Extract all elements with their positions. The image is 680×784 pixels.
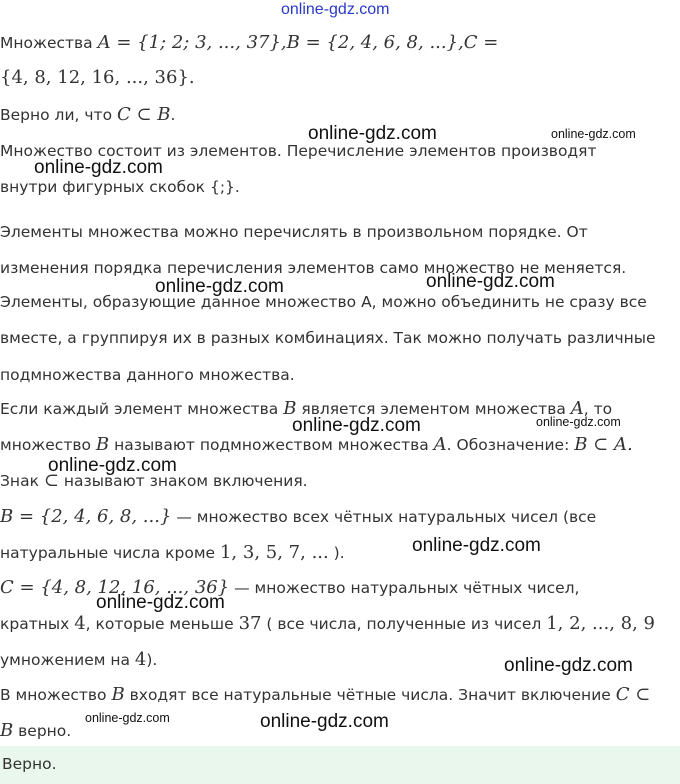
- theory-p2-line-2: изменения порядка перечисления элементов само множество не меняется.: [0, 259, 627, 277]
- solution-text: , которые меньше: [85, 615, 239, 633]
- theory-text: Если каждый элемент множества: [0, 400, 284, 418]
- theory-text: . Обозначение:: [446, 436, 575, 454]
- odd-numbers-math: 1, 3, 5, 7, ...: [219, 542, 329, 563]
- theory-text: Знак: [0, 472, 44, 490]
- watermark: online-gdz.com: [96, 592, 225, 613]
- theory-p3-line-3: подмножества данного множества.: [0, 366, 295, 384]
- solution-text: натуральные числа кроме: [0, 544, 220, 562]
- theory-text: множество: [0, 436, 96, 454]
- math-b: B: [0, 720, 14, 741]
- numbers-list-math: 1, 2, ..., 8, 9: [546, 613, 655, 634]
- question-line: [0, 105, 175, 125]
- number-thirty-seven: 37: [238, 613, 262, 634]
- question-end: .: [170, 106, 176, 124]
- watermark-top: online-gdz.com: [281, 1, 390, 18]
- watermark: online-gdz.com: [34, 157, 163, 178]
- theory-text: называют подмножеством множества: [109, 436, 434, 454]
- set-c-label: C =: [463, 32, 499, 53]
- number-four: 4: [134, 649, 147, 670]
- subset-notation: B ⊂ A.: [574, 434, 633, 455]
- solution-text: входят все натуральные чётные числа. Значит включение: [124, 686, 616, 704]
- question-text: Верно ли, что: [0, 106, 117, 124]
- math-a: A: [433, 434, 447, 455]
- math-b: B: [283, 398, 297, 419]
- solution-text: кратных: [0, 615, 75, 633]
- watermark: online-gdz.com: [308, 123, 437, 144]
- solution-line-4: [0, 614, 655, 634]
- question-math: C ⊂ B: [116, 104, 171, 125]
- solution-line-5: [0, 650, 157, 670]
- solution-text: В множество: [0, 686, 112, 704]
- math-a: A: [570, 398, 584, 419]
- answer-box: [0, 746, 680, 784]
- solution-text: умножением на: [0, 651, 135, 669]
- math-b: B: [95, 434, 110, 455]
- solution-text: — множество всех чётных натуральных чисел (все: [171, 508, 597, 526]
- theory-text: , то: [583, 400, 613, 418]
- watermark: online-gdz.com: [292, 415, 421, 436]
- watermark: online-gdz.com: [551, 127, 636, 141]
- theory-p3-line-1: Элементы, образующие данное множество А, можно объединить не сразу все: [0, 293, 647, 311]
- math-b: B: [111, 684, 125, 705]
- set-b-math: B = {2, 4, 6, 8, ...}: [0, 506, 172, 527]
- set-c-math: C = {4, 8, 12, 16, ..., 36}: [0, 577, 230, 598]
- solution-line-1: [0, 507, 596, 527]
- theory-text: называют знаком включения.: [58, 472, 308, 490]
- theory-p3-line-2: вместе, а группируя их в разных комбинациях. Так можно получать различные: [0, 329, 656, 347]
- watermark: online-gdz.com: [48, 455, 177, 476]
- theory-p1-line-1: Множество состоит из элементов. Перечисление элементов производят: [0, 142, 597, 160]
- watermark: online-gdz.com: [426, 271, 555, 292]
- theory-p1-line-2: внутри фигурных скобок {;}.: [0, 178, 240, 196]
- inclusion-math: C ⊂: [615, 684, 651, 705]
- solution-line-6: [0, 685, 650, 705]
- solution-line-2: [0, 543, 345, 563]
- theory-p2-line-1: Элементы множества можно перечислять в произвольном порядке. От: [0, 223, 588, 241]
- watermark: online-gdz.com: [85, 711, 170, 725]
- set-c-definition: {4, 8, 12, 16, ..., 36}.: [0, 67, 195, 88]
- subset-sign: ⊂: [43, 470, 59, 491]
- theory-text: является элементом множества: [296, 400, 571, 418]
- solution-text: ).: [328, 544, 345, 562]
- solution-text: ( все числа, полученные из чисел: [261, 615, 547, 633]
- solution-line-3: [0, 578, 579, 598]
- watermark: online-gdz.com: [260, 711, 389, 732]
- solution-line-7: [0, 721, 71, 741]
- watermark: online-gdz.com: [504, 655, 633, 676]
- watermark: online-gdz.com: [155, 276, 284, 297]
- watermark: online-gdz.com: [536, 415, 621, 429]
- solution-text: ).: [146, 651, 158, 669]
- solution-text: верно.: [13, 722, 72, 740]
- set-a-definition: A = {1; 2; 3, ..., 37},: [97, 32, 287, 53]
- problem-line-2: [0, 68, 195, 88]
- number-four: 4: [74, 613, 86, 634]
- theory-p4-line-2: [0, 435, 633, 455]
- problem-line-1: [0, 33, 498, 53]
- set-b-definition: B = {2, 4, 6, 8, ...},: [286, 32, 464, 53]
- problem-text: Множества: [0, 34, 98, 52]
- watermark: online-gdz.com: [412, 535, 541, 556]
- solution-text: — множество натуральных чётных чисел,: [229, 579, 580, 597]
- answer-text: Верно.: [2, 755, 57, 773]
